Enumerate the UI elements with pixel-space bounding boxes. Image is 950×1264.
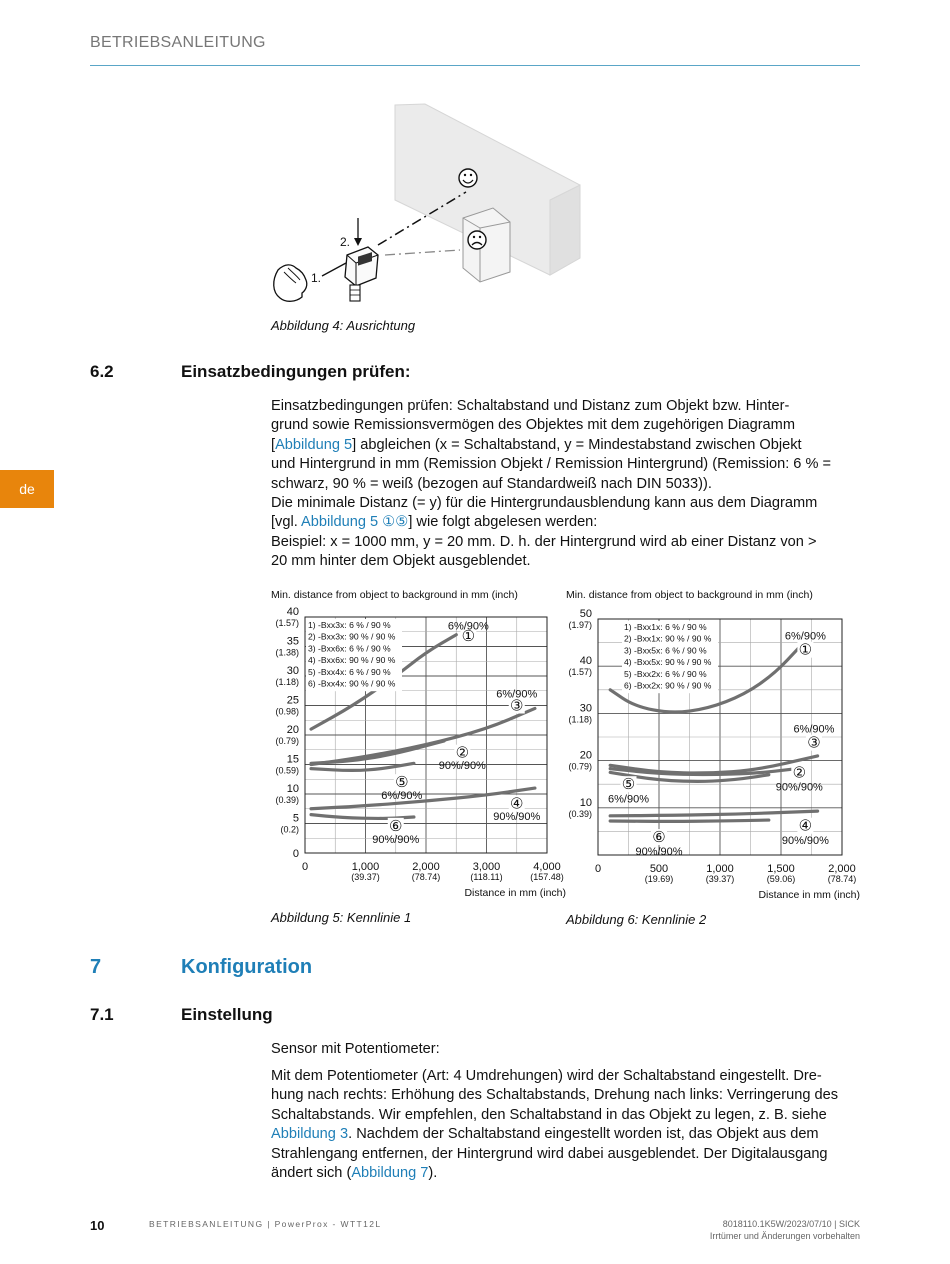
curve-id-marker: ⑤ [395, 774, 409, 792]
y-tick-sublabel: (1.38) [275, 647, 299, 658]
series-curve [311, 788, 535, 809]
y-tick-sublabel: (1.57) [568, 667, 592, 678]
x-tick-sublabel: (39.37) [351, 872, 380, 882]
curve-id-marker: ① [798, 641, 813, 659]
y-tick-label: 20 [579, 749, 592, 762]
sensor-icon [345, 247, 378, 301]
x-tick-label: 2,000 [828, 863, 856, 875]
y-tick-sublabel: (1.57) [275, 618, 299, 628]
section-title-7-1: Einstellung [181, 1005, 273, 1024]
link-abbildung-3[interactable]: Abbildung 3 [271, 1126, 349, 1143]
text-line: hung nach rechts: Erhöhung des Schaltabstands, Drehung nach links: Verringerung des [271, 1087, 839, 1104]
curve-label: 6%/90% [381, 790, 423, 803]
chart-kennlinie-1 [270, 600, 570, 905]
x-tick-sublabel: (78.74) [411, 872, 441, 882]
y-tick-label: 35 [286, 635, 299, 648]
legend-entry: 6) -Bxx4x: 90 % / 90 % [308, 678, 396, 689]
x-tick-label: 0 [594, 863, 602, 875]
alignment-illustration [260, 95, 600, 315]
curve-label: 90%/90% [493, 810, 541, 823]
y-tick-label: 20 [286, 724, 299, 736]
footer-reference [710, 1218, 860, 1242]
curve-id-marker: ⑥ [652, 829, 666, 847]
y-tick-sublabel: (0.39) [568, 808, 592, 819]
legend-entry: 5) -Bxx4x: 6 % / 90 % [308, 666, 391, 677]
x-tick-label: 500 [649, 863, 669, 875]
text-line: Einsatzbedingungen prüfen: Schaltabstand und Distanz zum Objekt bzw. Hinter- [271, 398, 790, 414]
y-tick-label: 10 [286, 783, 299, 795]
text-line: und Hintergrund in mm (Remission Objekt / Remission Hintergrund) (Remission: 6 % = [271, 456, 832, 473]
legend-entry: 1) -Bxx1x: 6 % / 90 % [624, 622, 707, 632]
text-line [271, 1125, 861, 1144]
legend-entry: 3) -Bxx6x: 6 % / 90 % [308, 643, 391, 654]
section-title-7: Konfiguration [181, 956, 313, 978]
y-tick-sublabel: (1.97) [568, 620, 592, 630]
text-fragment: [vgl. [271, 514, 302, 531]
chart-kennlinie-2 [562, 600, 862, 905]
curve-id-marker: ⑥ [389, 817, 403, 835]
chart-1-title: Min. distance from object to background in mm (inch) [271, 589, 518, 601]
footer-disclaimer: Irrtümer und Änderungen vorbehalten [709, 1231, 860, 1241]
curve-label: 6%/90% [793, 723, 835, 736]
text-fragment: [ [271, 436, 276, 453]
curve-label: 6%/90% [496, 688, 538, 701]
y-tick-label: 50 [579, 608, 592, 620]
text-line: Die minimale Distanz (= y) für die Hintergrundausblendung kann aus dem Diagramm [271, 495, 818, 512]
x-tick-label: 1,000 [706, 863, 734, 875]
language-tab[interactable]: de [0, 470, 54, 508]
step-1-label: 1. [311, 271, 322, 285]
section-7-1-intro [271, 1040, 861, 1059]
figure-5-caption: Abbildung 5: Kennlinie 1 [271, 910, 412, 925]
y-tick-label: 0 [292, 848, 299, 860]
y-tick-sublabel: (1.18) [568, 714, 592, 725]
y-tick-sublabel: (1.18) [275, 677, 299, 687]
sad-face-icon [468, 231, 486, 249]
curve-label: 90%/90% [372, 833, 420, 846]
section-title-6-2: Einsatzbedingungen prüfen: [181, 362, 411, 381]
y-tick-sublabel: (0.39) [275, 795, 299, 805]
text-line: Mit dem Potentiometer (Art: 4 Umdrehungen) wird der Schaltabstand eingestellt. Dre- [271, 1068, 822, 1084]
x-tick-label: 0 [301, 861, 309, 873]
curve-label: 90%/90% [438, 760, 486, 773]
legend-entry: 2) -Bxx3x: 90 % / 90 % [308, 631, 396, 642]
x-tick-label: 1,500 [767, 863, 795, 875]
light-beam-lower [385, 250, 460, 255]
hand-icon [274, 265, 307, 301]
x-tick-label: 4,000 [533, 861, 561, 873]
x-tick-label: 3,000 [472, 861, 501, 873]
y-tick-sublabel: (0.79) [275, 736, 299, 746]
series-curve [610, 820, 769, 821]
curve-id-marker: ③ [807, 734, 821, 752]
text-line [271, 513, 861, 532]
curve-label: 6%/90% [608, 793, 649, 806]
curve-label: 90%/90% [781, 834, 829, 847]
curve-id-marker: ④ [798, 817, 813, 835]
y-tick-label: 30 [579, 702, 592, 715]
y-tick-label: 10 [579, 796, 592, 809]
x-tick-sublabel: (78.74) [827, 874, 857, 884]
legend-entry: 3) -Bxx5x: 6 % / 90 % [624, 645, 707, 656]
legend-entry: 2) -Bxx1x: 90 % / 90 % [624, 633, 712, 644]
text-fragment: . Nachdem der Schaltabstand eingestellt worden ist, das Objekt aus dem [348, 1126, 819, 1143]
text-fragment: ] abgleichen (x = Schaltabstand, y = Mindestabstand zwischen Objekt [352, 436, 802, 453]
y-tick-label: 40 [579, 655, 592, 668]
chart-2-title: Min. distance from object to background in mm (inch) [566, 589, 813, 601]
y-tick-sublabel: (0.79) [568, 761, 592, 772]
footer-doc-ref: 8018110.1K5W/2023/07/10 | SICK [722, 1219, 860, 1229]
text-fragment: ] wie folgt abgelesen werden: [408, 514, 598, 531]
curve-id-marker: ④ [510, 795, 524, 813]
x-axis-label: Distance in mm (inch) [464, 887, 566, 899]
down-arrow-icon [354, 238, 362, 246]
y-tick-label: 15 [286, 753, 299, 766]
section-number-7-1: 7.1 [90, 1005, 114, 1024]
link-abbildung-5-curves[interactable]: Abbildung 5 ①⑤ [301, 514, 409, 531]
link-abbildung-5[interactable]: Abbildung 5 [275, 436, 353, 453]
curve-id-marker: ② [455, 744, 470, 762]
happy-face-icon [459, 169, 477, 187]
legend-entry: 1) -Bxx3x: 6 % / 90 % [308, 620, 391, 630]
text-fragment: ändert sich ( [271, 1165, 352, 1182]
legend-entry: 6) -Bxx2x: 90 % / 90 % [624, 680, 712, 691]
section-number-7: 7 [90, 956, 102, 978]
step-2-label: 2. [340, 235, 351, 249]
text-line: Beispiel: x = 1000 mm, y = 20 mm. D. h. der Hintergrund wird ab einer Distanz von > [271, 533, 817, 550]
y-tick-label: 5 [292, 812, 299, 825]
x-axis-label: Distance in mm (inch) [758, 889, 860, 901]
text-line: schwarz, 90 % = weiß (bezogen auf Standardweiß nach DIN 5033)). [271, 475, 712, 492]
text-line: Sensor mit Potentiometer: [271, 1041, 440, 1057]
header-rule [90, 65, 860, 66]
figure-6-caption: Abbildung 6: Kennlinie 2 [566, 912, 707, 927]
x-tick-label: 1,000 [351, 861, 380, 873]
legend-entry: 4) -Bxx5x: 90 % / 90 % [624, 657, 712, 668]
legend-entry: 4) -Bxx6x: 90 % / 90 % [308, 655, 396, 666]
y-tick-sublabel: (0.59) [275, 765, 299, 776]
curve-label: 90%/90% [775, 781, 823, 794]
page-number: 10 [90, 1218, 105, 1233]
x-tick-sublabel: (157.48) [530, 872, 564, 882]
x-tick-sublabel: (39.37) [705, 874, 735, 884]
curve-id-marker: ② [792, 764, 807, 782]
text-line: grund sowie Remissionsvermögen des Objektes mit dem zugehörigen Diagramm [271, 417, 795, 434]
text-line: Schaltabstands. Wir empfehlen, den Schaltabstand in das Objekt zu legen, z. B. siehe [271, 1106, 827, 1123]
y-tick-sublabel: (0.98) [275, 706, 299, 717]
series-curve [311, 708, 535, 764]
y-tick-label: 30 [286, 665, 299, 677]
background-wall-side [550, 185, 580, 275]
x-tick-sublabel: (19.69) [644, 874, 674, 884]
curve-id-marker: ⑤ [621, 776, 636, 794]
section-6-2-body [271, 397, 861, 572]
footer-document-title: BETRIEBSANLEITUNG | PowerProx - WTT12L [149, 1219, 382, 1229]
curve-id-marker: ③ [510, 697, 524, 715]
section-number-6-2: 6.2 [90, 362, 114, 381]
y-tick-sublabel: (0.2) [280, 824, 299, 835]
y-tick-label: 40 [286, 606, 299, 618]
text-line: Strahlengang entfernen, der Hintergrund wird dabei ausgeblendet. Der Digitalausgang [271, 1145, 828, 1162]
y-tick-label: 25 [286, 694, 299, 707]
link-abbildung-7[interactable]: Abbildung 7 [351, 1165, 429, 1182]
text-line: 20 mm hinter dem Objekt ausgeblendet. [271, 553, 531, 570]
section-7-1-body [271, 1067, 861, 1183]
curve-label: 6%/90% [784, 630, 826, 643]
curve-label: 6%/90% [447, 620, 489, 633]
text-line [271, 1164, 861, 1183]
curve-label: 90%/90% [635, 846, 683, 859]
x-tick-label: 2,000 [412, 861, 440, 873]
curve-id-marker: ① [461, 627, 476, 645]
text-line [271, 436, 861, 455]
x-tick-sublabel: (118.11) [470, 872, 503, 882]
legend-entry: 5) -Bxx2x: 6 % / 90 % [624, 668, 707, 679]
series-curve [610, 811, 817, 816]
running-header: BETRIEBSANLEITUNG [90, 34, 266, 51]
text-fragment: ). [428, 1165, 438, 1182]
x-tick-sublabel: (59.06) [766, 874, 796, 884]
figure-4-caption: Abbildung 4: Ausrichtung [271, 318, 416, 333]
